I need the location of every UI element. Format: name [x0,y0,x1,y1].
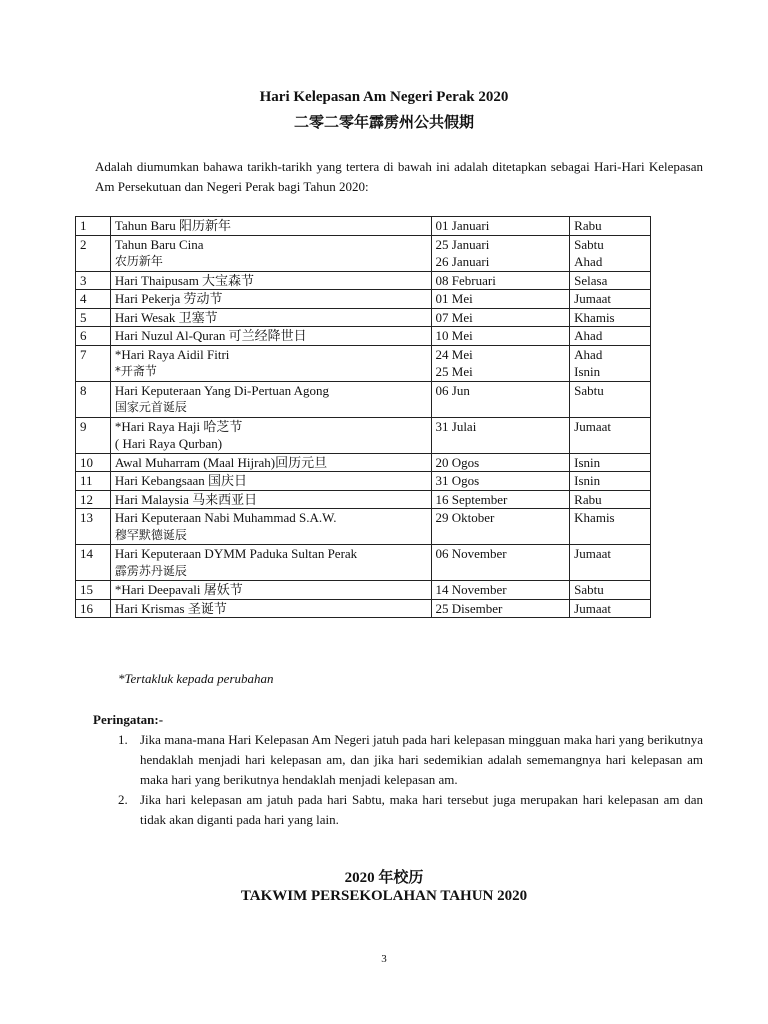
holiday-row [76,581,651,600]
holiday-date-cell [431,509,570,545]
holiday-date-cell [431,235,570,271]
holiday-name-cell [110,271,431,290]
holiday-day: Sabtu [574,236,604,252]
holiday-name: Tahun Baru 阳历新年 [114,218,231,233]
holiday-name-cell [110,453,431,472]
holiday-day-cell [570,290,651,309]
holiday-date-cell [431,581,570,600]
holiday-number-cell [76,545,111,581]
holiday-date-cell [431,271,570,290]
holiday-day-cell [570,345,651,381]
holiday-day: Ahad [574,346,603,362]
holiday-day-cell [570,417,651,453]
warning-item-index: 1. [118,732,128,747]
holiday-number-cell [76,217,111,236]
holiday-number-cell [76,472,111,491]
holiday-name: 霹雳苏丹诞辰 [114,563,187,578]
holiday-day: Jumaat [574,418,611,434]
holiday-name: Awal Muharram (Maal Hijrah)回历元旦 [114,454,328,470]
holiday-name-cell [110,545,431,581]
holiday-row [76,509,651,545]
holiday-number: 4 [80,291,87,306]
holiday-row [76,453,651,472]
holiday-day: Isnin [574,473,601,488]
footnote: *Tertakluk kepada perubahan [118,671,274,686]
holiday-date: 26 Januari [435,254,490,269]
holiday-day: Ahad [574,254,603,269]
holiday-date: 24 Mei [435,346,473,362]
holiday-name: Hari Malaysia 马来西亚日 [114,491,258,507]
holiday-day: Sabtu [574,582,604,597]
holiday-date-cell [431,453,570,472]
holiday-date: 31 Ogos [435,473,480,488]
holiday-name-cell [110,217,431,236]
holiday-date-cell [431,381,570,417]
holiday-day: Ahad [574,328,603,343]
holiday-row [76,271,651,290]
holiday-day: Rabu [574,491,602,507]
holiday-number: 13 [80,510,93,525]
holiday-name: *Hari Raya Haji 哈芝节 [114,418,243,434]
holiday-date-cell [431,290,570,309]
holiday-day-cell [570,509,651,545]
holiday-day-cell [570,327,651,346]
holiday-date-cell [431,217,570,236]
holiday-date: 20 Ogos [435,454,480,470]
holiday-name: *Hari Raya Aidil Fitri [114,346,230,362]
intro-paragraph: Adalah diumumkan bahawa tarikh-tarikh yang tertera di bawah ini adalah ditetapkan sebagai Hari-Hari Kelepasan Am Persekutuan dan Negeri Perak bagi Tahun 2020: [95,159,703,194]
holiday-date: 01 Mei [435,291,473,306]
holiday-number: 8 [80,382,87,398]
holiday-name: Tahun Baru Cina [114,236,204,252]
holiday-table [75,216,651,618]
calendar-title-chinese: 2020 年校历 [344,870,424,886]
holiday-name: 穆罕默德诞辰 [114,527,187,542]
holiday-date: 07 Mei [435,309,473,325]
holiday-number-cell [76,417,111,453]
holiday-number-cell [76,509,111,545]
holiday-date-cell [431,417,570,453]
holiday-date: 25 Januari [435,236,490,252]
holiday-name: Hari Kebangsaan 国庆日 [114,473,248,488]
holiday-number-cell [76,453,111,472]
holiday-date: 14 November [435,582,507,597]
holiday-day-cell [570,581,651,600]
calendar-title: TAKWIM PERSEKOLAHAN TAHUN 2020 [240,888,528,904]
holiday-row [76,545,651,581]
holiday-date: 29 Oktober [435,510,495,525]
holiday-name-cell [110,327,431,346]
holiday-name: Hari Keputeraan DYMM Paduka Sultan Perak [114,546,358,561]
holiday-row [76,217,651,236]
holiday-number-cell [76,345,111,381]
holiday-date: 10 Mei [435,328,473,343]
holiday-name: ( Hari Raya Qurban) [114,436,223,451]
page-number: 3 [381,953,387,965]
holiday-number-cell [76,271,111,290]
holiday-number-cell [76,327,111,346]
holiday-date: 31 Julai [435,418,477,434]
holiday-day: Khamis [574,510,615,525]
holiday-day-cell [570,545,651,581]
holiday-name-cell [110,417,431,453]
holiday-day: Isnin [574,454,601,470]
holiday-name-cell [110,381,431,417]
holiday-date-cell [431,545,570,581]
holiday-number-cell [76,308,111,327]
holiday-date-cell [431,327,570,346]
warning-item-text: Jika hari kelepasan am jatuh pada hari Sabtu, maka hari tersebut juga merupakan hari kelepasan am dan tidak akan diganti pada hari yang lain. [140,792,703,827]
holiday-number: 2 [80,236,87,252]
page-title-chinese: 二零二零年霹雳州公共假期 [293,113,474,131]
holiday-name-cell [110,308,431,327]
holiday-row [76,290,651,309]
holiday-day-cell [570,599,651,618]
holiday-number: 9 [80,418,87,434]
holiday-date: 16 September [435,491,508,507]
warning-list [118,730,703,830]
holiday-name-cell [110,345,431,381]
holiday-number-cell [76,290,111,309]
holiday-name: Hari Thaipusam 大宝森节 [114,272,255,288]
holiday-day-cell [570,381,651,417]
holiday-row [76,599,651,618]
holiday-name: Hari Nuzul Al-Quran 可兰经降世日 [114,328,307,343]
holiday-day-cell [570,308,651,327]
warning-heading: Peringatan:- [93,712,164,727]
holiday-row [76,490,651,509]
holiday-date: 06 November [435,546,507,561]
holiday-date-cell [431,308,570,327]
holiday-name: Hari Keputeraan Nabi Muhammad S.A.W. [114,510,337,525]
holiday-row [76,472,651,491]
warning-item-index: 2. [118,792,128,807]
holiday-number: 10 [80,454,93,470]
holiday-name-cell [110,235,431,271]
holiday-day-cell [570,490,651,509]
holiday-day-cell [570,217,651,236]
holiday-number: 12 [80,491,93,507]
holiday-name: 国家元首诞辰 [114,400,187,414]
holiday-number: 6 [80,328,87,343]
holiday-number: 16 [80,600,93,616]
warning-item-text: Jika mana-mana Hari Kelepasan Am Negeri jatuh pada hari kelepasan mingguan maka hari yang berikutnya hendaklah menjadi hari kelepasan am, dan jika hari sedemikian adalah sememangnya hari kelepasan am maka hari yang berikutnya hendaklah menjadi kelepasan am. [140,732,703,787]
holiday-name-cell [110,490,431,509]
holiday-number: 11 [80,473,93,488]
holiday-date: 25 Disember [435,600,503,616]
holiday-number-cell [76,381,111,417]
holiday-number: 5 [80,309,87,325]
holiday-day: Isnin [574,364,601,379]
holiday-name: Hari Pekerja 劳动节 [114,291,223,306]
holiday-number-cell [76,581,111,600]
holiday-name: Hari Wesak 卫塞节 [114,309,218,325]
holiday-row [76,308,651,327]
holiday-name-cell [110,599,431,618]
holiday-day: Sabtu [574,382,604,398]
holiday-name-cell [110,290,431,309]
page-title: Hari Kelepasan Am Negeri Perak 2020 [259,89,509,105]
holiday-row [76,345,651,381]
holiday-day: Selasa [574,272,608,288]
holiday-number-cell [76,235,111,271]
holiday-number: 15 [80,582,93,597]
holiday-row [76,381,651,417]
holiday-day-cell [570,453,651,472]
holiday-day: Jumaat [574,546,611,561]
holiday-name: 农历新年 [114,254,163,268]
warning-item [118,730,703,790]
holiday-name: *开斋节 [114,364,157,378]
holiday-row [76,417,651,453]
holiday-date: 25 Mei [435,364,473,379]
holiday-row [76,235,651,271]
holiday-date: 06 Jun [435,382,470,398]
holiday-number: 3 [80,272,87,288]
holiday-date-cell [431,472,570,491]
warning-item [118,790,703,830]
holiday-table-body [76,217,651,618]
holiday-name: Hari Krismas 圣诞节 [114,600,227,616]
holiday-name: Hari Keputeraan Yang Di-Pertuan Agong [114,382,330,398]
holiday-date-cell [431,345,570,381]
holiday-number: 1 [80,218,87,233]
holiday-day-cell [570,271,651,290]
holiday-day: Rabu [574,218,602,233]
holiday-date: 08 Februari [435,272,496,288]
holiday-day: Khamis [574,309,615,325]
holiday-name: *Hari Deepavali 屠妖节 [114,582,243,597]
holiday-day: Jumaat [574,291,611,306]
holiday-name-cell [110,472,431,491]
holiday-name-cell [110,581,431,600]
holiday-number-cell [76,599,111,618]
holiday-day-cell [570,235,651,271]
holiday-date-cell [431,490,570,509]
holiday-number: 7 [80,346,87,362]
holiday-day: Jumaat [574,600,611,616]
holiday-name-cell [110,509,431,545]
holiday-day-cell [570,472,651,491]
holiday-number: 14 [80,546,93,561]
holiday-date: 01 Januari [435,218,490,233]
holiday-date-cell [431,599,570,618]
holiday-row [76,327,651,346]
holiday-number-cell [76,490,111,509]
